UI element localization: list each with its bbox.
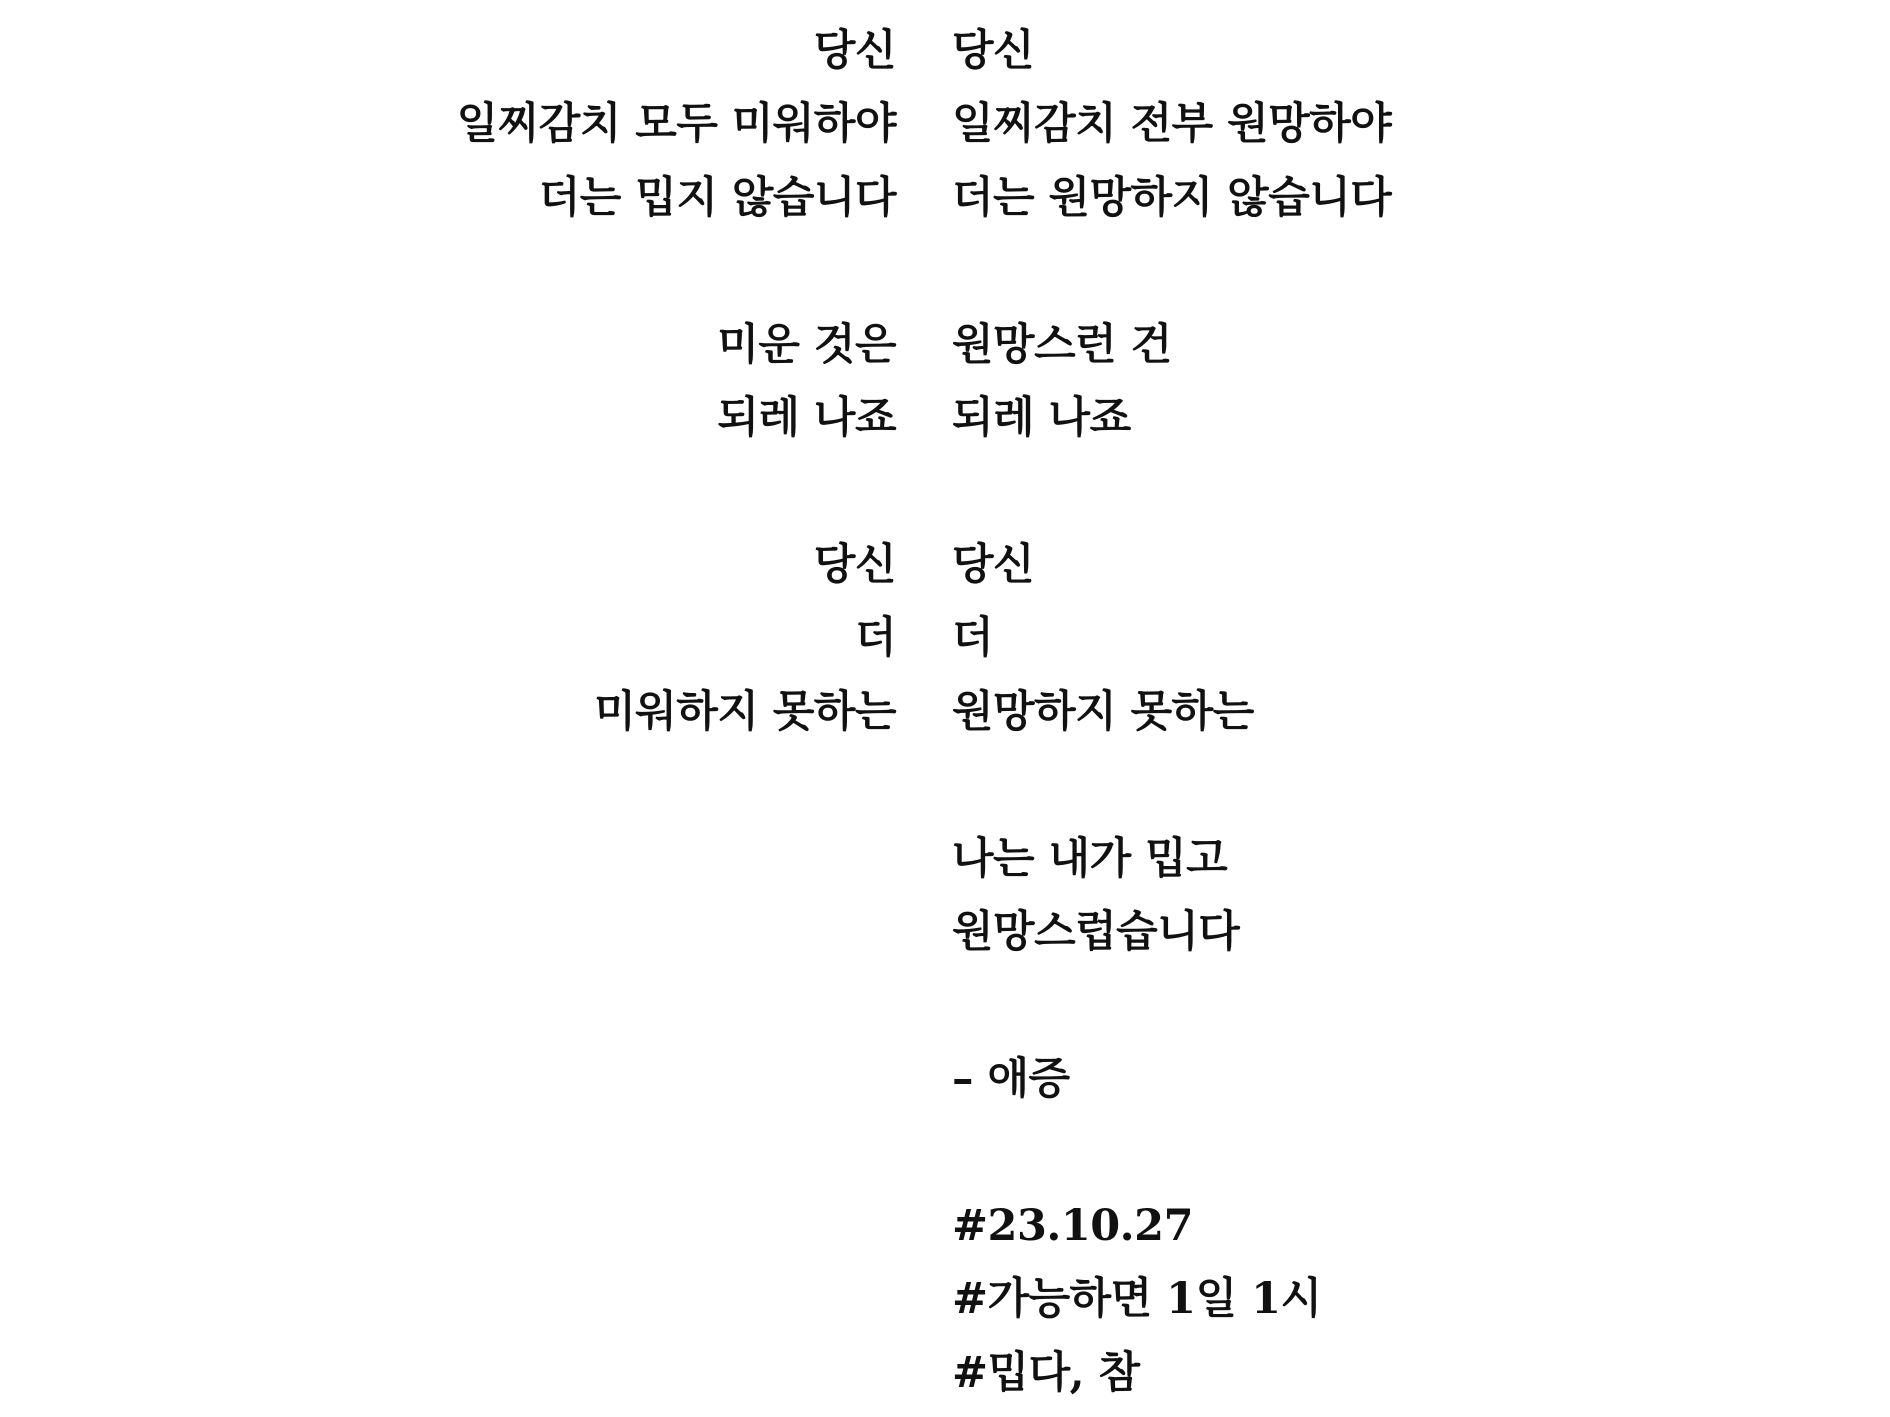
hashtag-hate: #밉다, 참 [952, 1348, 1140, 1398]
left-stanza1-line3: 더는 밉지 않습니다 [538, 173, 896, 223]
left-stanza1-line2: 일찌감치 모두 미워하야 [456, 99, 896, 149]
left-stanza2-line2: 되레 나죠 [717, 393, 896, 443]
left-stanza1-line1: 당신 [813, 26, 896, 76]
hashtag-daily-poem: #가능하면 1일 1시 [952, 1274, 1322, 1324]
left-stanza3-line3: 미워하지 못하는 [594, 687, 896, 737]
right-stanza3-line3: 원망하지 못하는 [952, 687, 1254, 737]
left-stanza2-line1: 미운 것은 [717, 320, 896, 370]
left-stanza3-line2: 더 [854, 613, 896, 663]
right-stanza4-line2: 원망스럽습니다 [952, 907, 1240, 957]
right-stanza2-line2: 되레 나죠 [952, 393, 1131, 443]
right-stanza1-line2: 일찌감치 전부 원망하야 [952, 99, 1392, 149]
right-stanza3-line2: 더 [952, 613, 994, 663]
right-stanza4-line1: 나는 내가 밉고 [952, 834, 1228, 884]
left-stanza3-line1: 당신 [813, 540, 896, 590]
poem-signature: – 애증 [952, 1054, 1070, 1104]
right-stanza3-line1: 당신 [952, 540, 1035, 590]
right-stanza1-line3: 더는 원망하지 않습니다 [952, 173, 1392, 223]
right-stanza2-line1: 원망스런 건 [952, 320, 1172, 370]
hashtag-date: #23.10.27 [952, 1201, 1193, 1251]
right-stanza1-line1: 당신 [952, 26, 1035, 76]
